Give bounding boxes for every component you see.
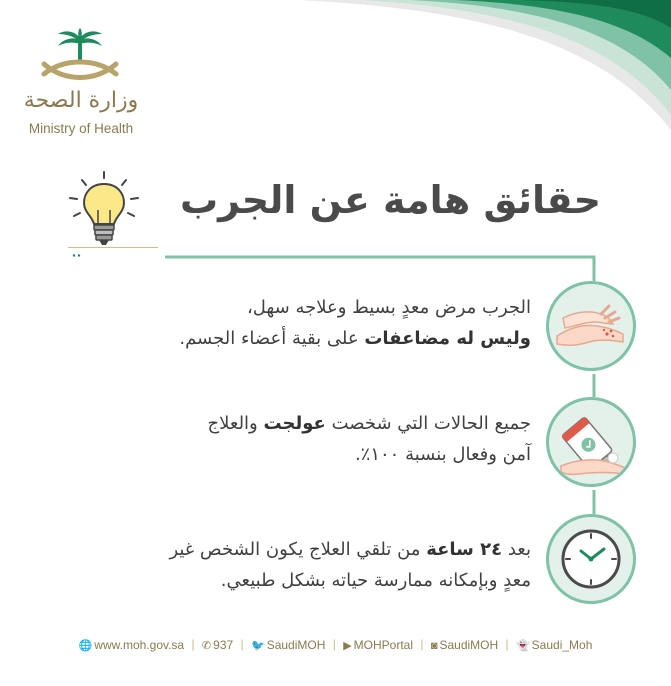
fact-1-icon-circle bbox=[546, 281, 636, 371]
footer-contacts bbox=[0, 637, 671, 652]
footer-divider: | bbox=[505, 637, 509, 651]
globe-icon: 🌐 bbox=[78, 639, 93, 652]
logo-name-english: Ministry of Health bbox=[28, 121, 134, 136]
fact-1-highlight: وليس له مضاعفات bbox=[364, 328, 531, 349]
footer-divider: | bbox=[420, 637, 424, 651]
footer-website-text: www.moh.gov.sa bbox=[94, 637, 185, 652]
itchy-hand-icon bbox=[549, 284, 633, 368]
twitter-icon: 🐦 bbox=[250, 639, 265, 652]
fact-item-2 bbox=[71, 408, 531, 470]
footer-youtube-text: MOHPortal bbox=[353, 637, 413, 652]
clock-icon bbox=[549, 517, 633, 601]
fact-2-line-1-pre: جميع الحالات التي شخصت bbox=[325, 413, 531, 434]
footer-divider: | bbox=[191, 637, 195, 651]
palm-logo-icon bbox=[34, 28, 126, 88]
fact-2-line-2: آمن وفعال بنسبة ١٠٠٪. bbox=[354, 444, 531, 465]
fact-1-line-1: الجرب مرض معدٍ بسيط وعلاجه سهل، bbox=[246, 297, 531, 318]
footer-twitter[interactable] bbox=[251, 638, 325, 652]
youtube-icon: ▶ bbox=[343, 639, 352, 652]
fact-3-line-1 bbox=[71, 534, 531, 565]
footer-divider: | bbox=[332, 637, 336, 651]
footer-phone-text: 937 bbox=[213, 637, 234, 652]
footer-twitter-text: SaudiMOH bbox=[266, 637, 326, 652]
footer-snapchat[interactable] bbox=[516, 638, 592, 652]
separator-dots bbox=[72, 254, 86, 257]
page-title: حقائق هامة عن الجرب bbox=[179, 178, 601, 222]
fact-2-highlight: عولجت bbox=[263, 413, 326, 434]
fact-3-highlight: ٢٤ ساعة bbox=[426, 539, 503, 560]
fact-1-line-2 bbox=[71, 323, 531, 354]
fact-3-line-1-post: من تلقي العلاج يكون الشخص غير bbox=[169, 539, 427, 560]
footer-instagram[interactable] bbox=[431, 638, 498, 652]
fact-1-line-2-rest: على بقية أعضاء الجسم. bbox=[179, 328, 365, 349]
ointment-tube-icon bbox=[549, 400, 633, 484]
fact-item-1 bbox=[71, 292, 531, 354]
fact-2-line-1 bbox=[71, 408, 531, 439]
snapchat-icon: 👻 bbox=[515, 639, 530, 652]
fact-2-icon-circle bbox=[546, 397, 636, 487]
ministry-logo bbox=[16, 28, 146, 143]
phone-icon: ✆ bbox=[201, 639, 212, 652]
footer-instagram-text: SaudiMOH bbox=[439, 637, 499, 652]
footer-youtube[interactable] bbox=[343, 638, 413, 652]
light-bulb-icon bbox=[58, 168, 150, 250]
logo-name-arabic: وزارة الصحة bbox=[23, 88, 139, 113]
fact-3-icon-circle bbox=[546, 514, 636, 604]
fact-3-line-1-pre: بعد bbox=[502, 539, 531, 560]
fact-3-line-2: معدٍ وبإمكانه ممارسة حياته بشكل طبيعي. bbox=[220, 570, 531, 591]
footer-snapchat-text: Saudi_Moh bbox=[531, 637, 593, 652]
fact-item-3 bbox=[71, 534, 531, 596]
footer-divider: | bbox=[240, 637, 244, 651]
footer-phone[interactable] bbox=[202, 638, 233, 652]
footer-website[interactable] bbox=[79, 638, 185, 652]
instagram-icon: ◙ bbox=[430, 639, 438, 652]
fact-2-line-1-post: والعلاج bbox=[207, 413, 264, 434]
title-separator bbox=[68, 247, 158, 248]
